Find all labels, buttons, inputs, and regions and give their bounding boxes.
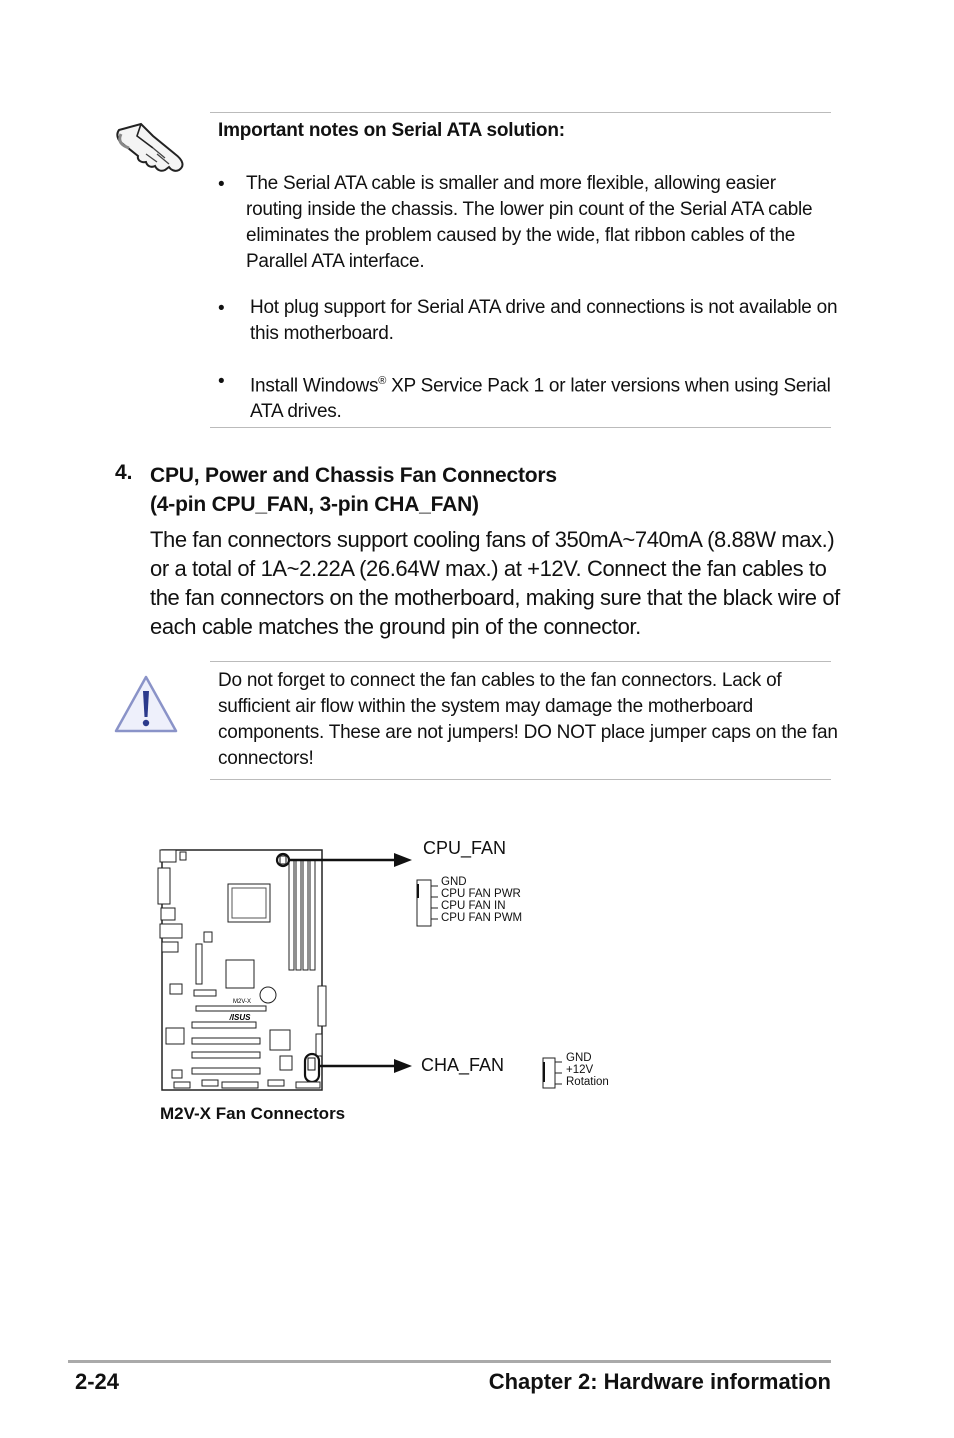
io-port — [161, 908, 175, 920]
expansion-slot — [192, 1038, 260, 1044]
edge-connector — [316, 1034, 322, 1056]
note-bullet-3: Install Windows® XP Service Pack 1 or later versions when using Serial ATA drives. — [250, 375, 831, 423]
note-box-top-rule — [210, 112, 831, 113]
cha-fan-pin-1: GND — [566, 1052, 592, 1064]
cpu-fan-pin-3: CPU FAN IN — [441, 900, 506, 912]
expansion-slot — [192, 1052, 260, 1058]
page-number: 2-24 — [75, 1369, 120, 1394]
chipset — [226, 960, 254, 988]
board-model-label: M2V-X — [232, 999, 252, 1005]
cpu-fan-arrowhead — [394, 853, 412, 867]
warning-box-bottom-rule — [210, 779, 831, 780]
expansion-slot — [192, 1022, 256, 1028]
component — [204, 932, 212, 942]
component — [280, 1056, 292, 1070]
cha-fan-arrowhead — [394, 1059, 412, 1073]
section-title-line1: CPU, Power and Chassis Fan Connectors — [150, 464, 557, 487]
cpu-fan-pin-list — [441, 876, 522, 924]
bullet-marker: • — [218, 174, 225, 195]
section-body: The fan connectors support cooling fans of 350mA~740mA (8.88W max.) or a total of 1A~2.22A (26.64W max.) at +12V. Connect the fan cables to the fan connectors on the motherboard, making sure that the black wire of each cable matches the ground pin of the connector. — [150, 527, 840, 639]
section-number: 4. — [115, 461, 133, 484]
expansion-slot — [196, 1006, 266, 1011]
cpu-fan-pin-4: CPU FAN PWM — [441, 912, 523, 924]
cha-fan-pin-2: +12V — [566, 1064, 594, 1076]
io-port — [158, 868, 170, 904]
cha-fan-label: CHA_FAN — [421, 1055, 505, 1075]
header — [296, 1082, 320, 1088]
battery — [260, 987, 276, 1003]
edge-connector — [318, 986, 326, 1026]
dimm-slot — [310, 860, 315, 970]
component — [270, 1030, 290, 1050]
diagram-caption: M2V-X Fan Connectors — [160, 1104, 346, 1123]
component — [166, 1028, 184, 1044]
pointing-hand-icon — [113, 118, 189, 176]
cpu-fan-pin-2: CPU FAN PWR — [441, 888, 521, 900]
brand-logo: /ISUS — [229, 1013, 251, 1022]
section-title-line2: (4-pin CPU_FAN, 3-pin CHA_FAN) — [150, 493, 479, 516]
header — [268, 1080, 284, 1086]
ide-connector — [196, 944, 202, 984]
warning-box-top-rule — [210, 661, 831, 662]
dimm-slot — [289, 860, 294, 970]
note-bullet-1: The Serial ATA cable is smaller and more flexible, allowing easier routing inside the chassis. The lower pin count of the Serial ATA cable eliminates the problem caused by the wide, flat ribbon cables of the Parallel ATA interface. — [246, 173, 813, 272]
header — [222, 1082, 258, 1088]
cpu-fan-pin-header — [417, 880, 431, 926]
note-bullet-2: Hot plug support for Serial ATA drive and connections is not available on this motherboard. — [250, 297, 838, 344]
cpu-fan-connector — [280, 856, 286, 864]
dimm-slot — [303, 860, 308, 970]
note-box-bottom-rule — [210, 427, 831, 428]
cpu-fan-pin-1: GND — [441, 876, 467, 888]
expansion-slot — [192, 1068, 260, 1074]
component — [194, 990, 216, 996]
dimm-slot — [296, 860, 301, 970]
cpu-fan-label: CPU_FAN — [423, 838, 507, 858]
warning-triangle-icon — [112, 673, 180, 735]
cha-fan-pin-list — [566, 1052, 609, 1088]
header — [202, 1080, 218, 1086]
note-title: Important notes on Serial ATA solution: — [218, 120, 565, 141]
component — [170, 984, 182, 994]
io-port — [162, 942, 178, 952]
cpu-socket-inner — [232, 888, 266, 918]
io-port — [180, 852, 186, 860]
bullet-marker: • — [218, 371, 225, 392]
section-title — [150, 461, 557, 519]
io-port — [160, 924, 182, 938]
io-port — [160, 850, 176, 862]
warning-text: Do not forget to connect the fan cables to the fan connectors. Lack of sufficient air flow within the system may damage the motherboard components. These are not jumpers! DO NOT place jumper caps on the fan connectors! — [218, 670, 838, 769]
header — [172, 1070, 182, 1078]
cha-fan-pin-3: Rotation — [566, 1076, 609, 1088]
bullet-marker: • — [218, 298, 225, 319]
header — [174, 1082, 190, 1088]
chapter-title: Chapter 2: Hardware information — [488, 1369, 831, 1394]
footer-rule — [68, 1360, 831, 1363]
cha-fan-connector — [308, 1058, 315, 1070]
